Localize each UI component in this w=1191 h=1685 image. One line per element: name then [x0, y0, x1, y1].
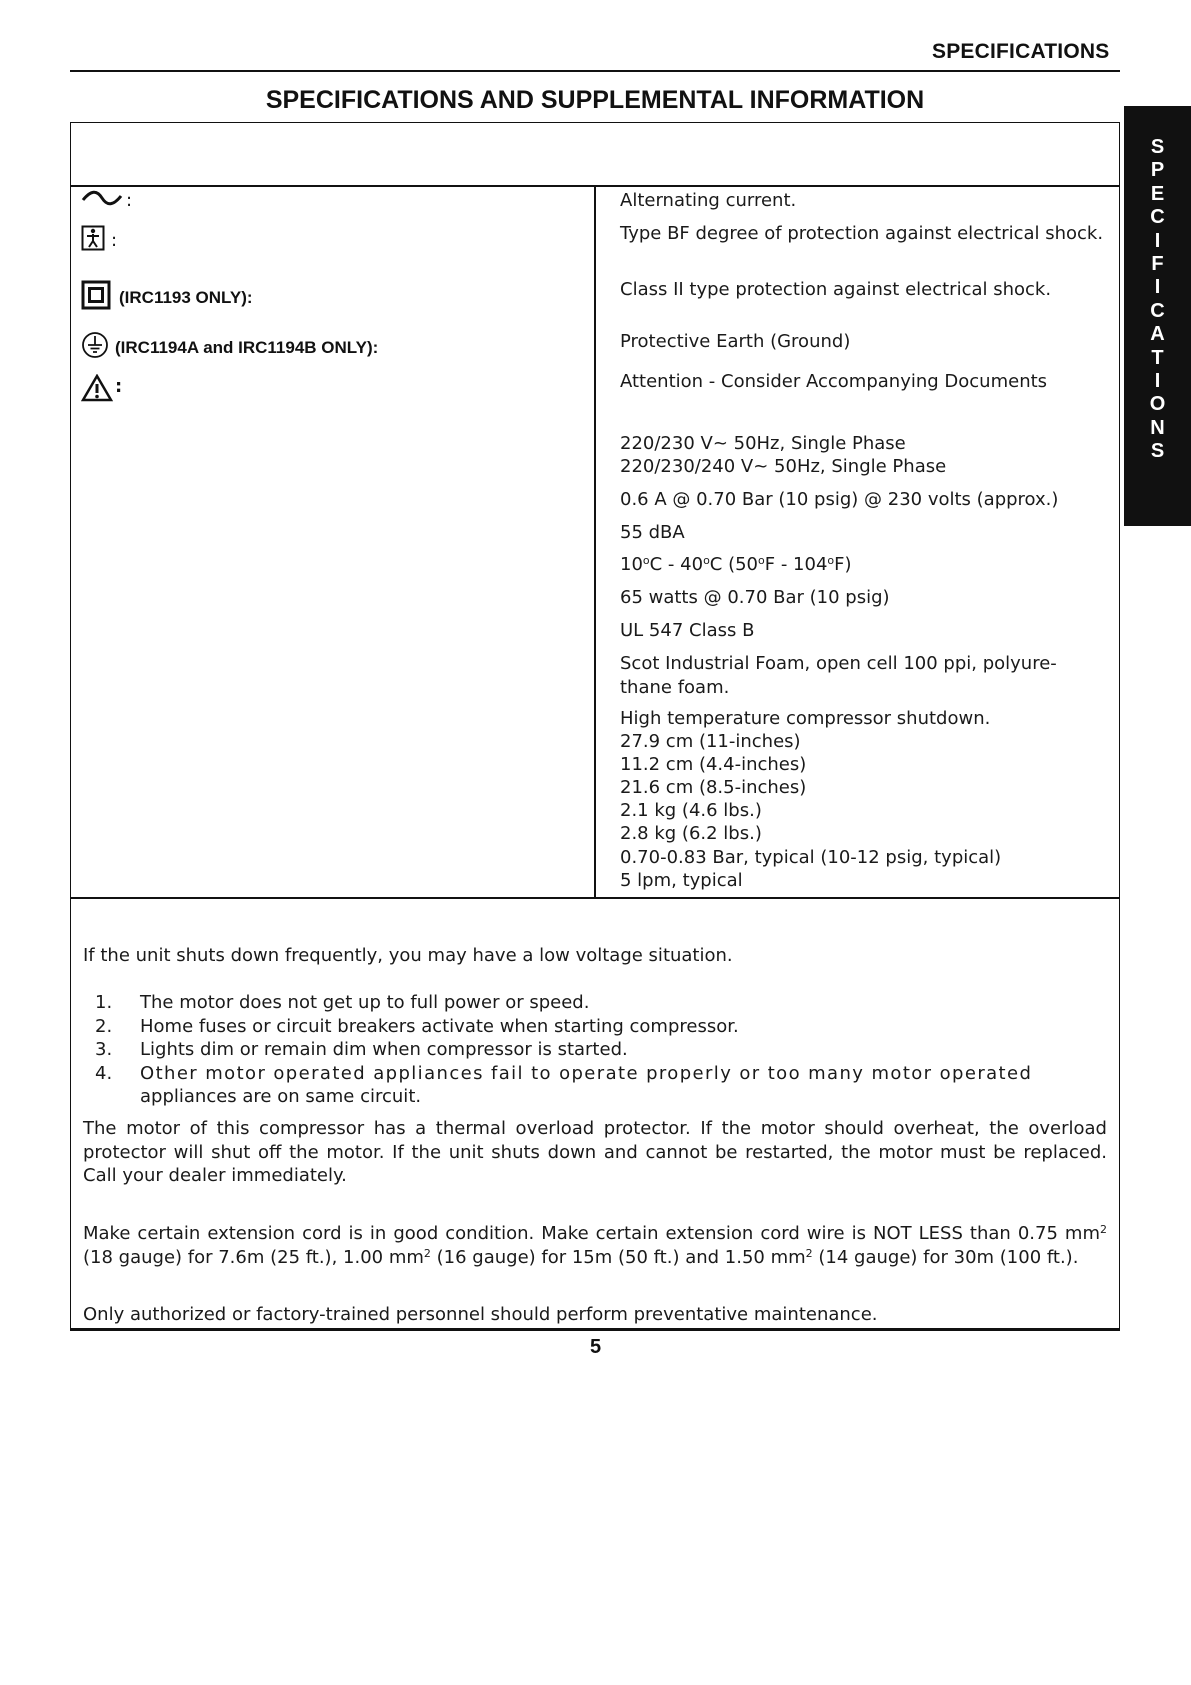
page-number: 5	[589, 1336, 602, 1358]
side-tab-letter: P	[1150, 159, 1165, 182]
ac-colon: :	[126, 190, 133, 211]
table-divider-bottom	[70, 897, 1120, 899]
spec-attention: Attention - Consider Accompanying Documents	[620, 371, 1048, 392]
side-tab-letter: C	[1150, 299, 1165, 322]
list-item: 1. The motor does not get up to full power or speed.	[95, 992, 590, 1013]
side-tab-letter: N	[1150, 416, 1165, 439]
attention-colon: :	[115, 376, 123, 397]
warning-triangle-icon	[81, 374, 113, 407]
spec-filter: Scot Industrial Foam, open cell 100 ppi, polyure- thane foam.	[620, 653, 1057, 698]
note-list	[95, 991, 1107, 1109]
side-tab-letter: T	[1151, 346, 1164, 369]
spec-noise: 55 dBA	[620, 522, 685, 543]
side-tab-letter: F	[1151, 253, 1164, 276]
list-item: 2. Home fuses or circuit breakers activate when starting compressor.	[95, 1015, 739, 1037]
side-tab-letter: O	[1149, 393, 1166, 416]
spec-weight-1: 2.1 kg (4.6 lbs.)	[620, 800, 762, 821]
spec-earth: Protective Earth (Ground)	[620, 331, 851, 352]
note-maintenance: Only authorized or factory-trained personnel should perform preventative maintenance.	[83, 1304, 878, 1325]
spec-dim-2: 11.2 cm (4.4-inches)	[620, 754, 807, 775]
class-ii-double-insulation-icon	[81, 280, 111, 315]
note-intro: If the unit shuts down frequently, you may have a low voltage situation.	[83, 945, 733, 966]
spec-temperature: 10$^o$C - 40$^o$C (50$^o$F - 104$^o$F)	[620, 554, 852, 575]
page-title: SPECIFICATIONS AND SUPPLEMENTAL INFORMATION	[265, 86, 925, 114]
symbol-row-class2	[81, 280, 253, 315]
spec-power: 65 watts @ 0.70 Bar (10 psig)	[620, 587, 890, 608]
spec-bf: Type BF degree of protection against electrical shock.	[620, 223, 1104, 244]
symbol-row-bf	[81, 225, 117, 256]
earth-label: (IRC1194A and IRC1194B ONLY):	[115, 337, 379, 357]
protective-earth-icon	[81, 331, 109, 364]
side-tab-letter: S	[1150, 440, 1165, 463]
class2-label: (IRC1193 ONLY):	[119, 287, 253, 307]
spec-pressure: 0.70-0.83 Bar, typical (10-12 psig, typical)	[620, 847, 1002, 868]
table-column-divider	[594, 185, 596, 898]
bf-colon: :	[111, 230, 118, 251]
spec-rating: UL 547 Class B	[620, 620, 755, 641]
spec-class2: Class II type protection against electrical shock.	[620, 279, 1052, 300]
spec-current: 0.6 A @ 0.70 Bar (10 psig) @ 230 volts (approx.)	[620, 489, 1059, 510]
alternating-current-icon	[81, 188, 123, 213]
spec-dim-3: 21.6 cm (8.5-inches)	[620, 777, 807, 798]
side-tab-letter: I	[1154, 229, 1161, 252]
side-tab-letter: E	[1150, 182, 1165, 205]
symbol-row-attention	[81, 374, 122, 407]
type-bf-icon	[81, 225, 105, 256]
side-tab-letter: I	[1154, 370, 1161, 393]
spec-ac: Alternating current.	[620, 190, 797, 211]
note-overload: The motor of this compressor has a thermal overload protector. If the motor should overheat, the overload protector will shut off the motor. If the unit shuts down and cannot be restarted, the motor must be replaced. Call your dealer immediately.	[83, 1118, 1107, 1186]
spec-flow: 5 lpm, typical	[620, 870, 743, 891]
side-section-tab	[1124, 106, 1191, 526]
header-rule	[70, 70, 1120, 72]
side-tab-letter: A	[1150, 323, 1165, 346]
section-header: SPECIFICATIONS	[932, 40, 1110, 63]
note-extension-cord: Make certain extension cord is in good condition. Make certain extension cord wire is NOT LESS than 0.75 $mm^2$ (18 gauge) for 7.6m (25 ft.), 1.00 $mm^2$ (16 gauge) for 15m (50 ft.) and 1.50 $mm^2$ (14 gauge) for 30m (100 ft.).	[83, 1223, 1107, 1268]
side-tab-letter: S	[1150, 136, 1165, 158]
list-item: 4. Other motor operated appliances fail to operate properly or too many motor operated appliances are on same circuit.	[95, 1062, 1033, 1107]
list-item: 3. Lights dim or remain dim when compressor is started.	[95, 1039, 628, 1060]
spec-weight-2: 2.8 kg (6.2 lbs.)	[620, 823, 762, 844]
side-tab-letter: C	[1150, 206, 1165, 229]
spec-voltage-1: 220/230 V~ 50Hz, Single Phase	[620, 433, 906, 454]
spec-dim-1: 27.9 cm (11-inches)	[620, 731, 801, 752]
spec-safety: High temperature compressor shutdown.	[620, 708, 991, 729]
symbol-row-ac	[81, 188, 132, 213]
symbol-row-earth	[81, 331, 378, 364]
side-tab-letter: I	[1154, 276, 1161, 299]
spec-voltage-2: 220/230/240 V~ 50Hz, Single Phase	[620, 456, 947, 477]
